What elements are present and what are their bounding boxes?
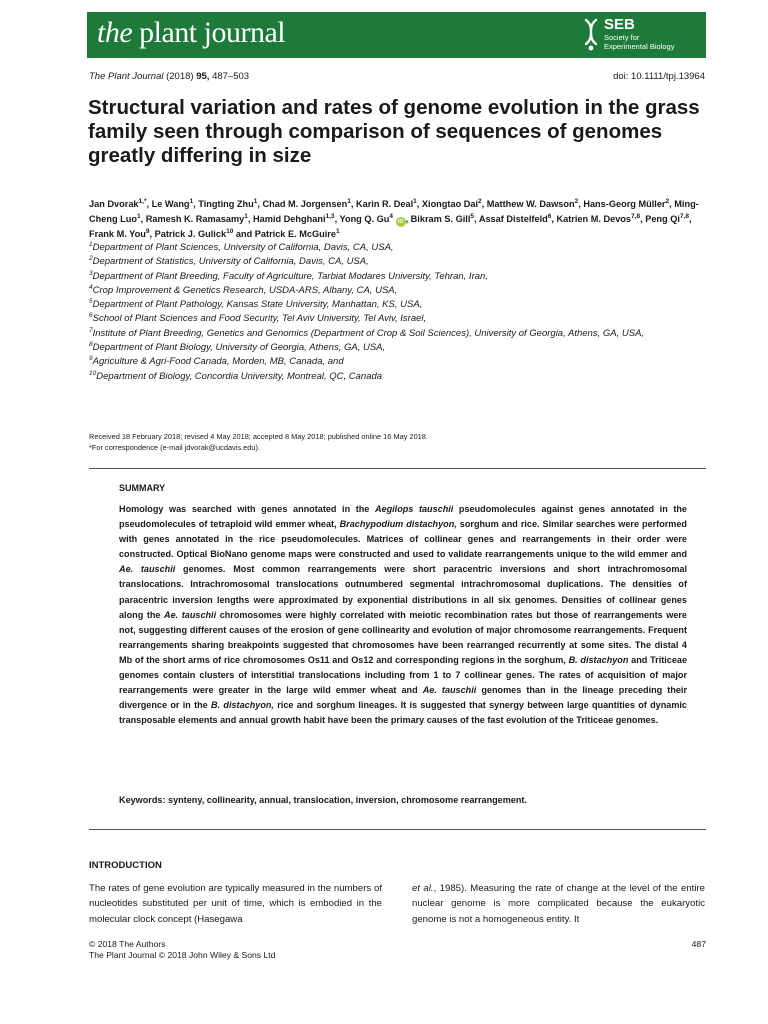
species-name: Ae. tauschii [119,564,176,575]
affiliation-line [89,341,707,355]
author-affiliation-marker: 7,8 [631,212,641,220]
citation-line: The Plant Journal (2018) 95, 487–503 doi: 10.1111/tpj.13964 [89,71,705,82]
affiliation-line [89,298,707,312]
intro-column-left: The rates of gene evolution are typically measured in the numbers of nucleotides substituted per unit of time, which is embodied in the molecular clock concept (Hasegawa [89,883,382,925]
affiliation-line [89,312,707,326]
author-name: Frank M. You [89,229,146,239]
summary-heading: SUMMARY [119,483,166,493]
affiliation-number: 4 [89,283,93,291]
divider-top [89,468,706,469]
author-affiliation-marker: 2 [574,197,579,205]
text-run: chromosomes were highly correlated with meiotic recombination rates but those of rearrangements were not, suggesting different causes of the erosion of gene collinearity and evolution of major chromosome rearrangements. Frequent rearrangements sharing breakpoints suggested that chromosomes have been rearranged recurrently at some sites. The distal 4 Mb of the short arms of rice chromosomes Os11 and Os12 and corresponding regions in the sorghum, [119,609,687,665]
affiliation-number: 2 [89,255,93,263]
author-affiliation-marker: 1 [347,197,351,205]
species-name: B. distachyon [568,654,629,665]
correspondence-note: *For correspondence (e-mail jdvorak@ucdavis.edu). [89,443,260,452]
affiliation-line [89,255,707,269]
author-affiliation-marker: 1 [413,197,417,205]
affiliation-number: 6 [89,312,93,320]
affiliation-line [89,241,707,255]
affiliation-number: 10 [89,369,97,377]
affiliation-number: 9 [89,355,93,363]
affiliation-text: Department of Plant Pathology, Kansas State University, Manhattan, KS, USA, [92,299,423,311]
affiliation-text: Department of Plant Sciences, University of California, Davis, CA, USA, [92,242,394,253]
affiliation-text: Department of Statistics, University of California, Davis, CA, USA, [92,256,369,268]
author-name: Karin R. Deal [355,199,414,209]
author-affiliation-marker: 6 [547,212,552,220]
species-name: Aegilops tauschii [374,504,454,514]
author-name: Hans-Georg Müller [583,199,666,209]
author-affiliation-marker: 2 [665,197,670,205]
author-name: Katrien M. Devos [556,214,632,224]
species-name: et al. [412,883,434,894]
intro-column-right [412,881,705,927]
affiliation-number: 7 [89,326,93,334]
author-affiliation-marker: 1 [253,197,258,205]
author-affiliation-marker: 5 [470,212,475,220]
copyright-publisher: The Plant Journal © 2018 John Wiley & Sons Ltd [89,950,276,960]
text-run: pseudomolecules against genes annotated in the pseudomolecules of tetraploid wild emmer wheat, [119,504,687,530]
affiliation-number: 1 [89,240,93,248]
author-affiliation-marker: 1 [189,197,194,205]
author-name: Hamid Dehghani [253,214,326,224]
author-name: Xiongtao Dai [421,199,479,209]
summary-text [119,502,687,728]
author-affiliation-marker: 2 [478,197,482,205]
author-name: Bikram S. Gill [410,214,471,224]
journal-banner [87,12,706,58]
page-footer [89,939,706,961]
seb-dna-icon [582,18,600,52]
text-run: sorghum and rice. Similar searches were performed with genes annotated in the rice pseudomolecules. Matrices of collinear genes and rearrangements in their order were constructed. Optical BioNano genome maps were constructed and used to validate rearrangements unique to the wild emmer and [119,519,687,560]
text-run: Homology was searched with genes annotated in the [119,504,375,514]
introduction-heading: INTRODUCTION [89,860,162,871]
author-list: Jan Dvorak$^{1,*}$, Le Wang$^1$, Tingting Zhu$^1$, Chad M. Jorgensen$^1$, Karin R. Deal$^1$, Xiongtao Dai$^2$, Matthew W. Dawson$^2$, Hans-Georg Müller$^2$, Ming-Cheng Luo$^1$, Ramesh K. Ramasamy$^1$, Hamid Dehghani$^{1,3}$, Yong Q. Gu$^4$ iD , Bikram S. Gill$^5$, Assaf Distelfeld$^6$, Katrien M. Devos$^{7,8}$, Peng Qi$^{7,8}$, Frank M. You$^9$, Patrick J. Gulick$^{10}$ and Patrick E. McGuire$^1$ [89,197,699,239]
article-title: Structural variation and rates of genome evolution in the grass family seen through comparison of sequences of genomes greatly differing in size [88,96,700,167]
affiliation-list [89,241,707,384]
seb-subtitle: Society for Experimental Biology [604,33,675,51]
author-affiliation-marker: 10 [226,227,234,235]
author-affiliation-marker: 7,8 [679,212,689,220]
affiliation-number: 8 [89,340,93,348]
journal-logo: the plant journal [97,16,286,49]
species-name: Ae. tauschii [422,685,477,696]
seb-logo [582,16,700,56]
author-conjunction: and [233,229,255,239]
affiliation-line [89,355,707,369]
author-affiliation-marker: 1,3 [325,212,335,220]
affiliation-text: Department of Biology, Concordia University, Montreal, QC, Canada [96,370,383,382]
affiliation-text: Department of Plant Biology, University of Georgia, Athens, GA, USA, [92,342,386,354]
author-name: Patrick J. Gulick [154,229,227,239]
author-affiliation-marker: 1 [244,212,248,220]
affiliation-text: Department of Plant Breeding, Faculty of Agriculture, Tarbiat Modares University, Tehran, Iran, [92,270,488,282]
author-name: Tingting Zhu [198,199,254,209]
author-name: Jan Dvorak [89,199,139,209]
affiliation-number: 3 [89,269,93,277]
author-name: Ramesh K. Ramasamy [145,214,245,224]
affiliation-line [89,284,707,298]
author-name: Le Wang [151,199,190,209]
author-name: Matthew W. Dawson [486,199,575,209]
page-number: 487 [691,939,706,949]
affiliation-text: School of Plant Sciences and Food Security, Tel Aviv University, Tel Aviv, Israel, [92,313,427,325]
affiliation-text: Agriculture & Agri-Food Canada, Morden, MB, Canada, and [92,356,344,368]
affiliation-text: Institute of Plant Breeding, Genetics and Genomics (Department of Crop & Soil Sciences), University of Georgia, Athens, GA, USA, [92,327,645,339]
seb-name: SEB [604,16,635,33]
author-affiliation-marker: 1,* [138,197,147,205]
affiliation-text: Crop Improvement & Genetics Research, USDA-ARS, Albany, CA, USA, [92,284,398,296]
received-dates: Received 18 February 2018; revised 4 May 2018; accepted 8 May 2018; published online 16 May 2018. *For correspondence (e-mail jdvorak@ucdavis.edu). [89,431,707,453]
author-name: Yong Q. Gu [339,214,390,224]
text-run: genomes. Most common rearrangements were short paracentric inversions and short intrachromosomal translocations. Intrachromosomal translocations outnumbered segmental intrachromosomal duplications. The densities of paracentric inversion lengths were approximated by exponential distributions in all six genomes. Densities of collinear genes along the [119,564,687,620]
author-affiliation-marker: 4 [389,212,393,220]
doi-link[interactable]: doi: 10.1111/tpj.13964 [613,71,705,82]
author-affiliation-marker: 1 [136,212,141,220]
affiliation-line [89,370,707,384]
text-run: rice and sorghum lineages. It is suggested that synergy between large quantities of dynamic transposable elements and annual growth habit have been the primary causes of the fast evolution of the Triticeae genomes. [119,700,687,726]
author-name: Assaf Distelfeld [478,214,548,224]
author-name: Patrick E. McGuire [254,229,336,239]
affiliation-number: 5 [89,298,93,306]
orcid-icon[interactable]: iD [396,217,406,227]
species-name: Brachypodium distachyon, [339,519,457,530]
species-name: Ae. tauschii [164,609,217,620]
affiliation-line [89,270,707,284]
author-name: Chad M. Jorgensen [262,199,348,209]
text-run: and Triticeae genomes contain clusters of interstitial translocations including from 1 to 7 collinear genes. The rates of acquisition of major rearrangements were greater in the large wild emmer wheat and [119,654,688,696]
divider-bottom [89,829,706,830]
species-name: B. distachyon, [211,700,274,711]
author-affiliation-marker: 9 [145,227,150,235]
author-name: Ming-Cheng Luo [89,199,699,224]
text-run: genomes than in the lineage preceding their divergence or in the [119,685,687,711]
text-run: , 1985). Measuring the rate of change at the level of the entire nuclear genome is more complicated because the eukaryotic genome is not a homogeneous entity. It [412,883,705,925]
copyright-authors: © 2018 The Authors [89,939,166,949]
keywords: Keywords: synteny, collinearity, annual, translocation, inversion, chromosome rearrangement. [119,795,527,805]
author-affiliation-marker: 1 [335,227,340,235]
author-name: Peng Qi [645,214,680,224]
affiliation-line [89,327,707,341]
